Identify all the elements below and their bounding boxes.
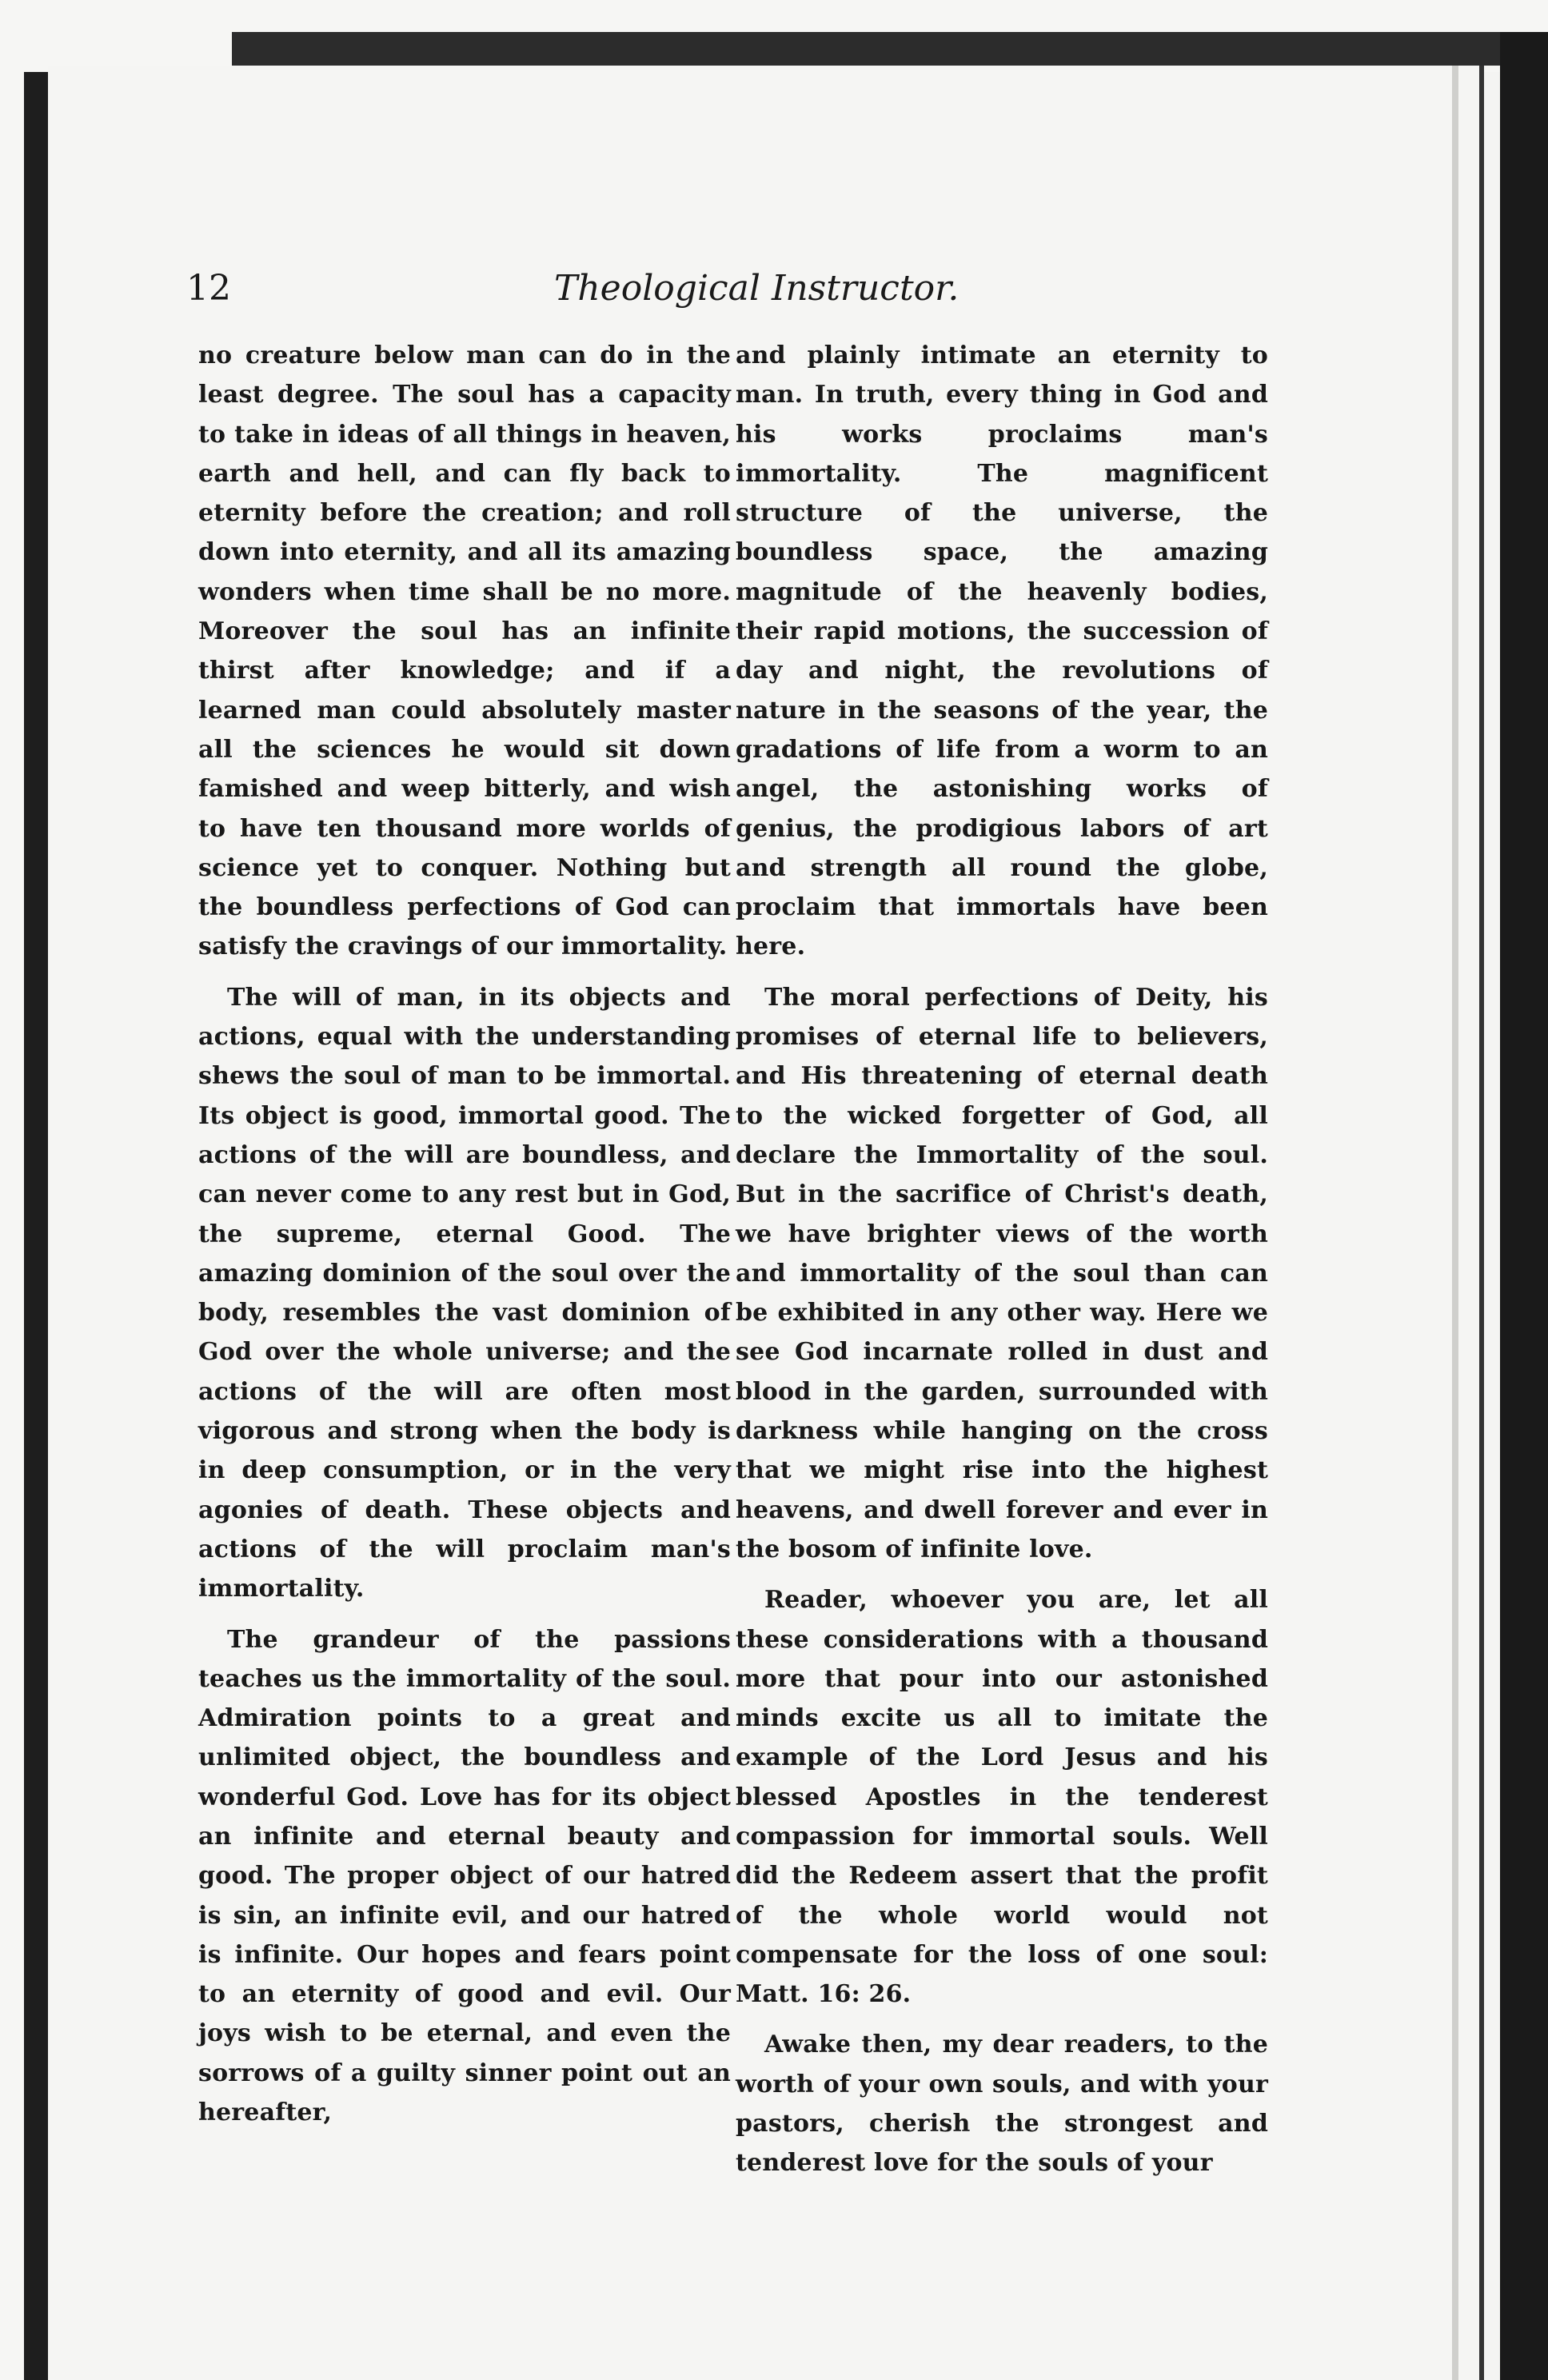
paragraph: The will of man, in its objects and actions, equal with the understanding shews the soul of man to be immortal. Its object is good, immortal good. The actions of the will are boundless, and can never come to any rest but in God, the supreme, eternal Good. The amazing dominion of the soul over the body, resembles the vast dominion of God over the whole universe; and the actions of the will are often most vigorous and strong when the body is in deep consumption, or in the very agonies of death. These objects and actions of the will proclaim man's immortality. (198, 983, 731, 1603)
paragraph: Awake then, my dear readers, to the worth of your own souls, and with your pastors, cherish the strongest and tenderest love for the souls of your (736, 2031, 1268, 2178)
page-fold (1452, 66, 1458, 2380)
scan-binding-left (24, 72, 48, 2380)
scan-binding-right (1500, 32, 1548, 2380)
page-header (186, 268, 1274, 324)
paragraph: and plainly intimate an eternity to man. In truth, every thing in God and his works proclaims man's immortality. The magnificent structure of the universe, the boundless space, the amazing magnitude of the heavenly bodies, their rapid motions, the succession of day and night, the revolutions of nature in the seasons of the year, the gradations of life from a worm to an angel, the astonishing works of genius, the prodigious labors of art and strength all round the globe, proclaim that immortals have been here. (736, 341, 1268, 961)
right-column (736, 336, 1268, 2194)
paragraph: no creature below man can do in the least degree. The soul has a capacity to take in ideas of all things in heaven, earth and hell, and can fly back to eternity before the creation; and roll down into eternity, and all its amazing wonders when time shall be no more. Moreover the soul has an infinite thirst after knowledge; and if a learned man could absolutely master all the sciences he would sit down famished and weep bitterly, and wish to have ten thousand more worlds of science yet to conquer. Nothing but the boundless perfections of God can satisfy the cravings of our immortality. (198, 341, 731, 961)
running-head: Theological Instructor. (554, 268, 960, 309)
paragraph: The grandeur of the passions teaches us the immortality of the soul. Admiration points to a great and unlimited object, the boundless and wonderful God. Love has for its object an infinite and eternal beauty and good. The proper object of our hatred is sin, an infinite evil, and our hatred is infinite. Our hopes and fears point to an eternity of good and evil. Our joys wish to be eternal, and even the sorrows of a guilty sinner point out an hereafter, (198, 1625, 731, 2127)
scan-binding-top (232, 32, 1548, 66)
paragraph: Reader, whoever you are, let all these considerations with a thousand more that pour into our astonished minds excite us all to imitate the example of the Lord Jesus and his blessed Apostles in the tenderest compassion for immortal souls. Well did the Redeem assert that the profit of the whole world would not compensate for the loss of one soul: Matt. 16: 26. (736, 1586, 1268, 2009)
left-column (198, 336, 731, 2143)
page-number: 12 (186, 268, 231, 309)
paragraph: The moral perfections of Deity, his promises of eternal life to believers, and His threatening of eternal death to the wicked forgetter of God, all declare the Immortality of the soul. But in the sacrifice of Christ's death, we have brighter views of the worth and immortality of the soul than can be exhibited in any other way. Here we see God incarnate rolled in dust and blood in the garden, surrounded with darkness while hanging on the cross that we might rise into the highest heavens, and dwell forever and ever in the bosom of infinite love. (736, 983, 1268, 1563)
